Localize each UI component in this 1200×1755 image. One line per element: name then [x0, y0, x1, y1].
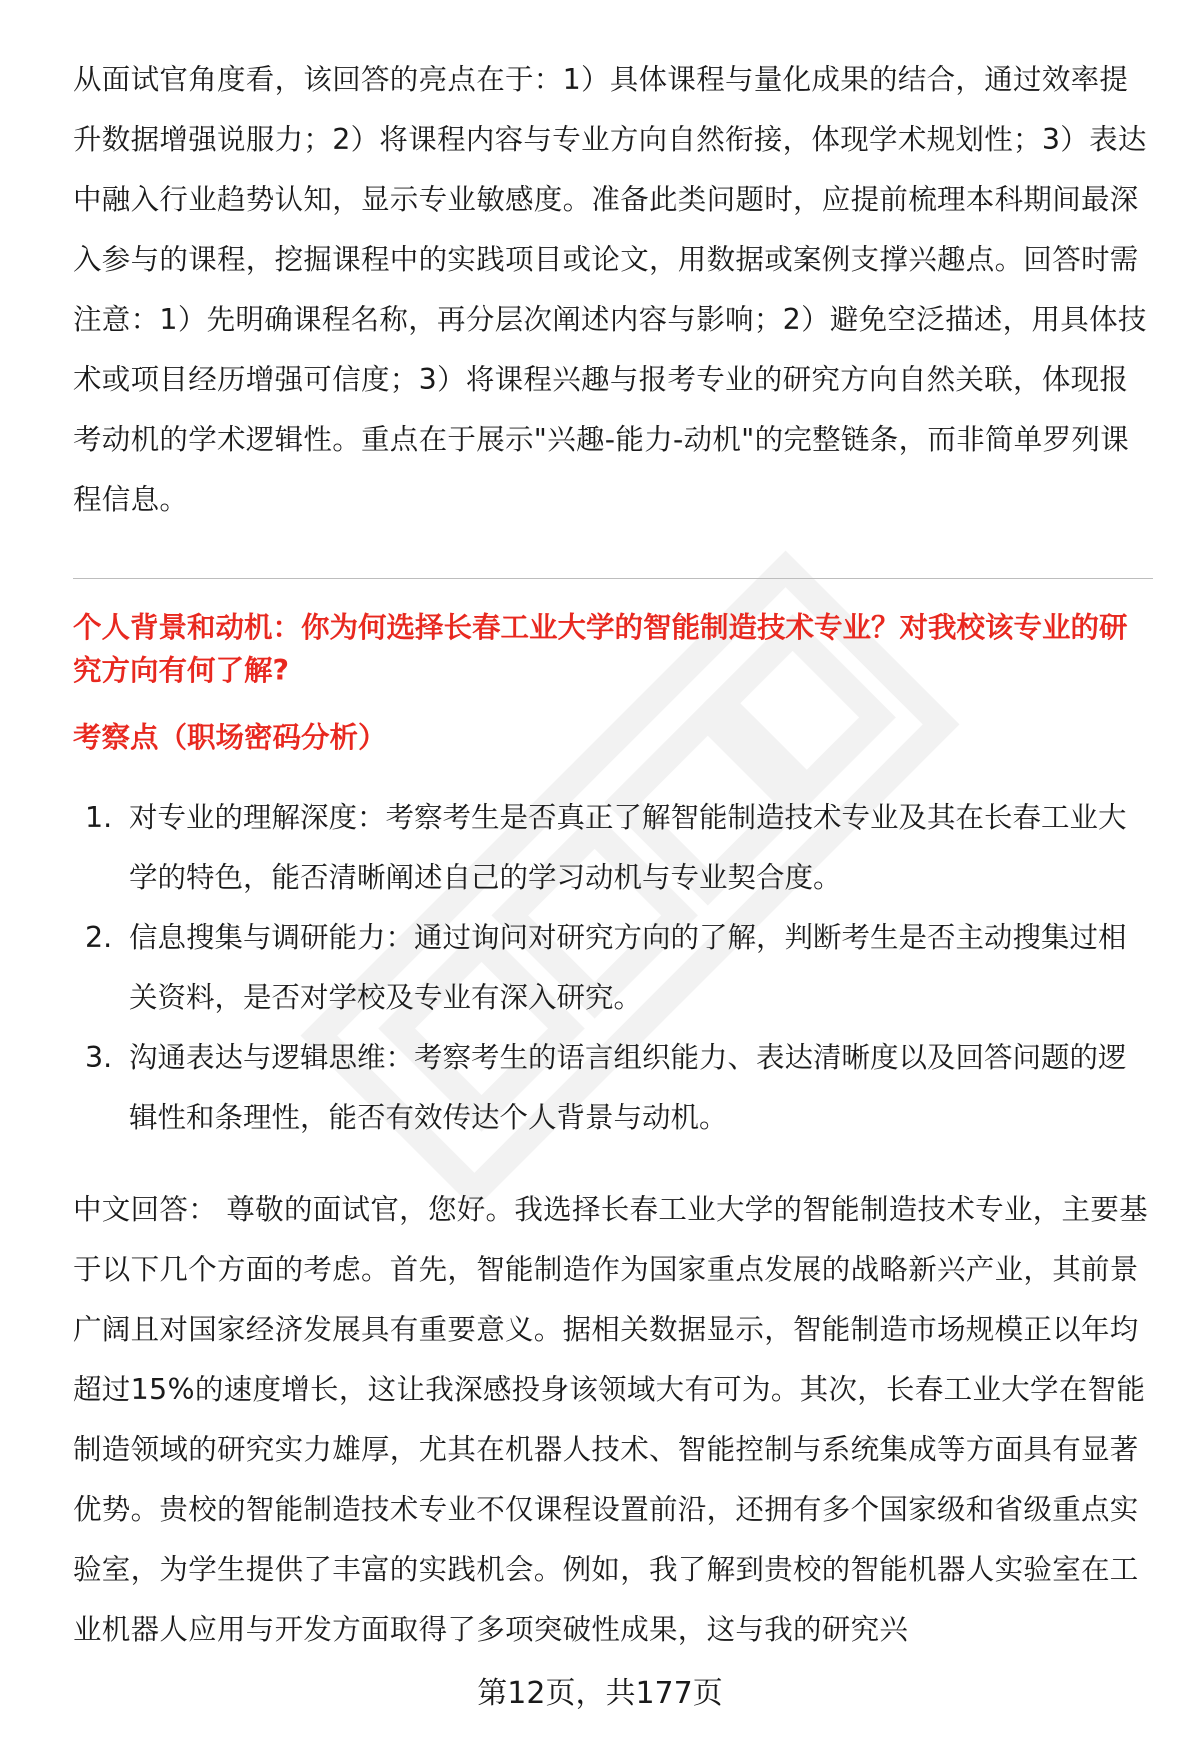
list-item-text: 信息搜集与调研能力：通过询问对研究方向的了解，判断考生是否主动搜集过相关资料，是否对学校及专业有深入研究。	[129, 921, 1127, 1014]
list-item	[73, 1028, 1153, 1148]
list-item-number: 2.	[85, 921, 113, 954]
list-item	[73, 788, 1153, 908]
list-item	[73, 908, 1153, 1028]
list-item-number: 3.	[85, 1041, 113, 1074]
intro-paragraph: 从面试官角度看，该回答的亮点在于：1）具体课程与量化成果的结合，通过效率提升数据增强说服力；2）将课程内容与专业方向自然衔接，体现学术规划性；3）表达中融入行业趋势认知，显示专业敏感度。准备此类问题时，应提前梳理本科期间最深入参与的课程，挖掘课程中的实践项目或论文，用数据或案例支撑兴趣点。回答时需注意：1）先明确课程名称，再分层次阐述内容与影响；2）避免空泛描述，用具体技术或项目经历增强可信度；3）将课程兴趣与报考专业的研究方向自然关联，体现报考动机的学术逻辑性。重点在于展示"兴趣-能力-动机"的完整链条，而非简单罗列课程信息。	[73, 63, 1147, 516]
list-item-text: 对专业的理解深度：考察考生是否真正了解智能制造技术专业及其在长春工业大学的特色，能否清晰阐述自己的学习动机与专业契合度。	[129, 801, 1127, 894]
list-item-text: 沟通表达与逻辑思维：考察考生的语言组织能力、表达清晰度以及回答问题的逻辑性和条理性，能否有效传达个人背景与动机。	[129, 1041, 1127, 1134]
assessment-points-heading: 考察点（职场密码分析）	[73, 721, 387, 754]
answer-paragraph: 中文回答： 尊敬的面试官，您好。我选择长春工业大学的智能制造技术专业，主要基于以下几个方面的考虑。首先，智能制造作为国家重点发展的战略新兴产业，其前景广阔且对国家经济发展具有重要意义。据相关数据显示，智能制造市场规模正以年均超过15%的速度增长，这让我深感投身该领域大有可为。其次，长春工业大学在智能制造领域的研究实力雄厚，尤其在机器人技术、智能控制与系统集成等方面具有显著优势。贵校的智能制造技术专业不仅课程设置前沿，还拥有多个国家级和省级重点实验室，为学生提供了丰富的实践机会。例如，我了解到贵校的智能机器人实验室在工业机器人应用与开发方面取得了多项突破性成果，这与我的研究兴	[73, 1193, 1148, 1646]
list-item-number: 1.	[85, 801, 113, 834]
assessment-points-list	[73, 788, 1153, 1148]
question-title: 个人背景和动机：你为何选择长春工业大学的智能制造技术专业？对我校该专业的研究方向有何了解?	[73, 611, 1128, 687]
section-divider	[73, 578, 1153, 579]
page-footer: 第12页，共177页	[477, 1676, 723, 1711]
